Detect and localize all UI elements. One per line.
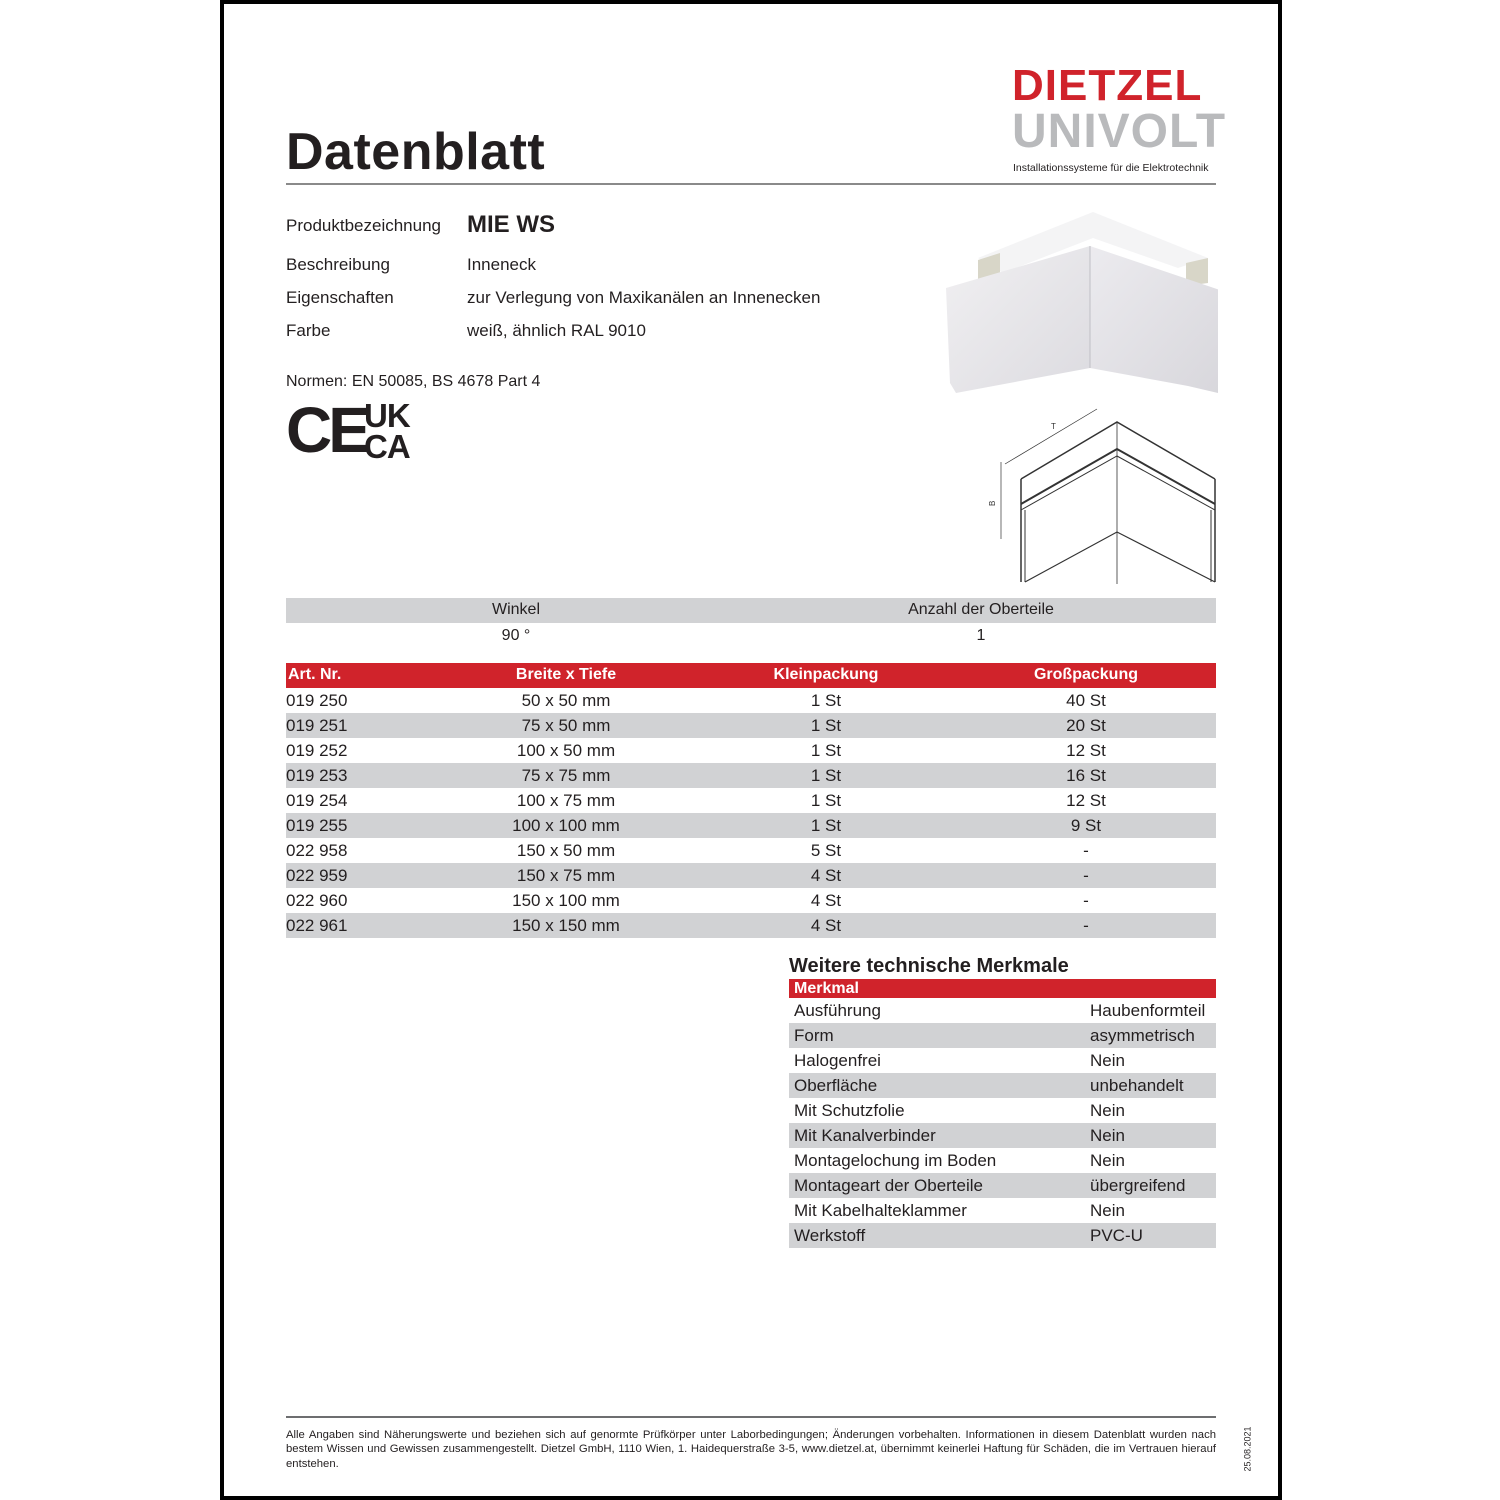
tech-row: Mit Kanalverbinder Nein: [789, 1123, 1216, 1148]
logo-univolt: UNIVOLT: [1012, 105, 1227, 158]
label-produktbezeichnung: Produktbezeichnung: [286, 216, 442, 235]
value-winkel: 90 °: [501, 627, 531, 644]
table-row: 022 960 150 x 100 mm 4 St -: [286, 891, 1089, 910]
logo-tagline: Installationssysteme für die Elektrotechnik: [1013, 162, 1209, 174]
tech-row: Mit Schutzfolie Nein: [794, 1101, 1125, 1120]
normen: [286, 373, 540, 391]
article-table-header: [286, 663, 1216, 688]
tech-table-header: Merkmal: [789, 979, 1216, 998]
value-produktbezeichnung: MIE WS: [467, 211, 555, 238]
tech-row: Halogenfrei Nein: [794, 1051, 1125, 1070]
table-row: 022 959 150 x 75 mm 4 St -: [286, 863, 1216, 888]
footer-disclaimer: Alle Angaben sind Näherungswerte und beziehen sich auf genormte Prüfkörper unter Laborbedingungen; Änderungen vorbehalten. Informationen in diesem Datenblatt wurden nach bestem Wissen und Gewissen zusammengestellt. Dietzel GmbH, 1110 Wien, 1. Haidequerstraße 3-5, www.dietzel.at, übernimmt keinerlei Haftung für Schäden, die im Vertrauen hierauf entstehen.: [286, 1429, 1216, 1470]
label-farbe: Farbe: [286, 321, 331, 340]
tech-row: Werkstoff PVC-U: [789, 1223, 1216, 1248]
tech-row: Oberfläche unbehandelt: [789, 1073, 1216, 1098]
table-row: 019 252 100 x 50 mm 1 St 12 St: [286, 741, 1106, 760]
page-title: Datenblatt: [286, 123, 546, 181]
dimension-b-label: B: [988, 500, 997, 506]
header-breite-tiefe: Breite x Tiefe: [515, 666, 617, 683]
product-photo: [938, 208, 1218, 393]
header-winkel: Winkel: [491, 601, 540, 618]
table-row: 019 251 75 x 50 mm 1 St 20 St: [286, 713, 1216, 738]
table-row: 019 253 75 x 75 mm 1 St 16 St: [286, 763, 1216, 788]
tech-row: Montagelochung im Boden Nein: [794, 1151, 1125, 1170]
ukca-mark-icon: UK CA: [364, 397, 410, 465]
header-kleinpackung: Kleinpackung: [773, 666, 879, 683]
title-divider: [286, 183, 1216, 185]
tech-row: Montageart der Oberteile übergreifend: [789, 1173, 1216, 1198]
header-grosspackung: Großpackung: [1033, 666, 1138, 683]
value-beschreibung: Inneneck: [467, 255, 536, 274]
tech-section-title: Weitere technische Merkmale: [789, 955, 1069, 977]
tech-row: Ausführung Haubenformteil: [794, 1001, 1206, 1020]
logo-dietzel: DIETZEL: [1012, 61, 1203, 110]
tech-table: [789, 979, 1216, 1248]
header-anzahl-oberteile: Anzahl der Oberteile: [908, 601, 1054, 618]
table-row: 019 254 100 x 75 mm 1 St 12 St: [286, 791, 1106, 810]
footer-divider: [286, 1416, 1216, 1418]
document-date: 25.08.2021: [1242, 1426, 1253, 1472]
normen-label: Normen:: [286, 373, 348, 390]
tech-row: Mit Kabelhalteklammer Nein: [794, 1201, 1125, 1220]
winkel-table-header: [286, 598, 1216, 623]
label-eigenschaften: Eigenschaften: [286, 288, 394, 307]
article-table: [286, 663, 1216, 938]
label-beschreibung: Beschreibung: [286, 255, 390, 274]
normen-value: EN 50085, BS 4678 Part 4: [351, 373, 541, 390]
technical-drawing: [985, 404, 1225, 586]
ce-mark-icon: CE: [286, 394, 367, 466]
table-row: 022 958 150 x 50 mm 5 St -: [286, 841, 1089, 860]
table-row: 022 961 150 x 150 mm 4 St -: [286, 913, 1216, 938]
value-eigenschaften: zur Verlegung von Maxikanälen an Innenecken: [467, 288, 821, 307]
table-row: 019 255 100 x 100 mm 1 St 9 St: [286, 813, 1216, 838]
dimension-t-label: T: [1051, 422, 1056, 431]
value-farbe: weiß, ähnlich RAL 9010: [467, 321, 646, 340]
tech-row: Form asymmetrisch: [789, 1023, 1216, 1048]
table-row: 019 250 50 x 50 mm 1 St 40 St: [286, 691, 1106, 710]
value-anzahl-oberteile: 1: [976, 627, 986, 644]
header-art-nr: Art. Nr.: [288, 666, 342, 683]
